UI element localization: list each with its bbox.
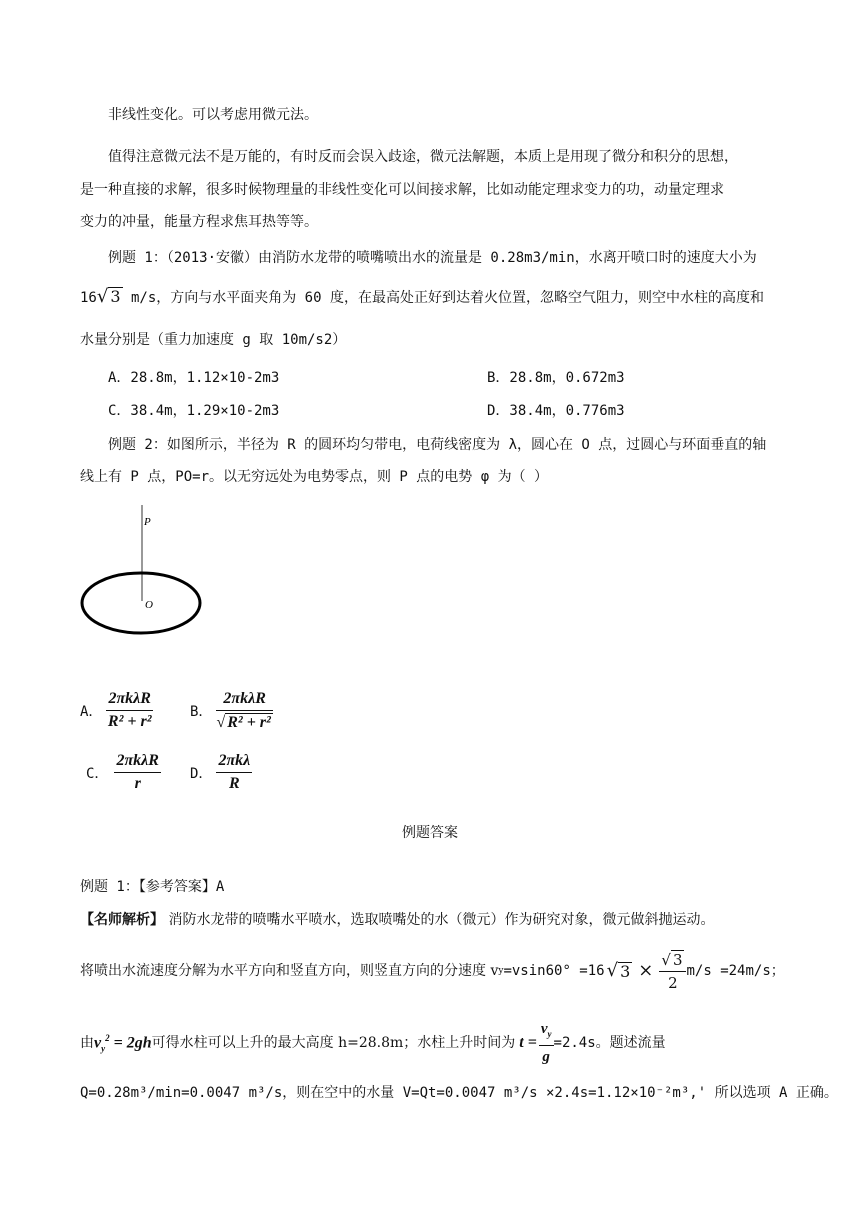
time-frac-g: g <box>542 1049 550 1065</box>
analysis-line-2-b: =vsin60° =16 <box>503 963 605 979</box>
example1-coef: 16 <box>80 290 97 306</box>
option-c-label: C． <box>86 765 109 782</box>
time-fraction <box>539 1020 554 1066</box>
example1-option-a: A．28.8m，1.12×10-2m3 <box>108 370 280 386</box>
analysis-line-1 <box>80 911 714 929</box>
option-a-fraction <box>106 690 153 731</box>
charged-ring <box>82 573 200 633</box>
paragraph-2-line-2: 是一种直接的求解，很多时候物理量的非线性变化可以间接求解，比如动能定理求变力的功，动量定理求 <box>80 182 724 198</box>
example1-line-3: 水量分别是（重力加速度 g 取 10m/s2） <box>80 332 347 348</box>
eq-v-sub: y <box>101 1043 106 1054</box>
analysis-fraction: $\frac{√ 3}{2}$ <box>659 950 686 992</box>
option-c-numerator: 2πkλR <box>114 752 161 773</box>
analysis-line-2-c: m/s =24m/s； <box>686 963 785 979</box>
option-b-sqrt: R² + r² <box>227 714 271 731</box>
option-b-fraction <box>216 690 272 732</box>
analysis-line-3 <box>80 1020 666 1066</box>
paragraph-1: 非线性变化。可以考虑用微元法。 <box>108 107 318 123</box>
option-d-denominator: R <box>229 775 240 792</box>
equation-vy2 <box>94 1029 152 1058</box>
analysis-line-3-c: =2.4s。题述流量 <box>553 1035 666 1051</box>
point-o-label: O <box>145 599 153 611</box>
point-p-label: P <box>144 516 151 528</box>
option-d-label: D． <box>190 765 213 782</box>
answers-heading: 例题答案 <box>402 825 458 841</box>
option-a-numerator: 2πkλR <box>106 690 153 711</box>
eq-rest: = 2gh <box>109 1034 152 1052</box>
example1-line-1: 例题 1：（2013·安徽）由消防水龙带的喷嘴喷出水的流量是 0.28m3/min，水离开喷口时的速度大小为 <box>108 250 757 266</box>
analysis-sqrt3: 3 <box>620 961 631 981</box>
example1-line-2-rest: m/s，方向与水平面夹角为 60 度，在最高处正好到达着火位置，忽略空气阻力，则空中水柱的高度和 <box>122 290 764 306</box>
example1-option-c: C．38.4m，1.29×10-2m3 <box>108 403 280 419</box>
example2-line-1: 例题 2：如图所示，半径为 R 的圆环均匀带电，电荷线密度为 λ，圆心在 O 点，过圆心与环面垂直的轴 <box>108 437 767 453</box>
option-b-denominator: √ R² + r² <box>216 714 271 731</box>
analysis-fraction-num: 3 <box>672 951 683 969</box>
option-d-numerator: 2πkλ <box>216 752 252 773</box>
example2-line-2: 线上有 P 点，PO=r。以无穷远处为电势零点，则 P 点的电势 φ 为（ ） <box>80 469 549 485</box>
option-c-fraction <box>114 752 161 793</box>
analysis-line-4: Q=0.28m³/min=0.0047 m³/s，则在空中的水量 V=Qt=0.0047 m³/s ×2.4s=1.12×10⁻²m³,' 所以选项 A 正确。 <box>80 1085 838 1101</box>
eq-v: v <box>94 1034 102 1052</box>
analysis-text: 消防水龙带的喷嘴水平喷水，选取喷嘴处的水（微元）作为研究对象，微元做斜抛运动。 <box>164 912 715 928</box>
example2-option-d <box>190 752 252 793</box>
times-sign: × <box>638 960 654 981</box>
example1-sqrt3: 3 <box>110 287 121 306</box>
analysis-line-3-b: 可得水柱可以上升的最大高度 h=28.8m；水柱上升时间为 <box>151 1035 516 1051</box>
paragraph-2-line-1: 值得注意微元法不是万能的，有时反而会误入歧途，微元法解题，本质上是用现了微分和积分的思想， <box>108 149 738 165</box>
example2-option-a <box>80 690 153 731</box>
answer-1: 例题 1：【参考答案】A <box>80 879 225 895</box>
time-frac-v: v <box>540 1021 548 1037</box>
option-b-label: B． <box>190 704 213 720</box>
example1-option-d: D．38.4m，0.776m3 <box>487 403 625 419</box>
analysis-tag: 【名师解析】 <box>80 912 164 928</box>
option-d-fraction <box>216 752 252 793</box>
t-equals: t = <box>519 1034 537 1051</box>
example2-option-b <box>190 690 273 732</box>
option-a-label: A． <box>80 703 103 720</box>
analysis-line-3-a: 由 <box>80 1035 94 1051</box>
analysis-fraction-den: 2 <box>668 974 678 992</box>
eq-v-sup: 2 <box>105 1032 110 1043</box>
option-b-numerator: 2πkλR <box>216 690 272 711</box>
example1-line-2: 16√ 3 m/s，方向与水平面夹角为 60 度，在最高处正好到达着火位置，忽略空气阻力，则空中水柱的高度和 <box>80 286 764 307</box>
ring-figure <box>78 505 208 645</box>
analysis-line-2-a: 将喷出水流速度分解为水平方向和竖直方向，则竖直方向的分速度 v <box>80 963 499 979</box>
example2-option-c <box>86 752 161 793</box>
time-frac-v-sub: y <box>547 1029 552 1039</box>
example1-option-b: B．28.8m，0.672m3 <box>487 370 625 386</box>
analysis-line-2: 将喷出水流速度分解为水平方向和竖直方向，则竖直方向的分速度 v y =vsin60° =16 √ 3 × $\frac{√ 3}{2}$ m/s =24m/s； <box>80 951 785 992</box>
paragraph-2-line-3: 变力的冲量，能量方程求焦耳热等等。 <box>80 214 318 230</box>
option-a-denominator: R² + r² <box>107 713 152 730</box>
vy-subscript: y <box>498 966 504 976</box>
option-c-denominator: r <box>134 775 141 792</box>
